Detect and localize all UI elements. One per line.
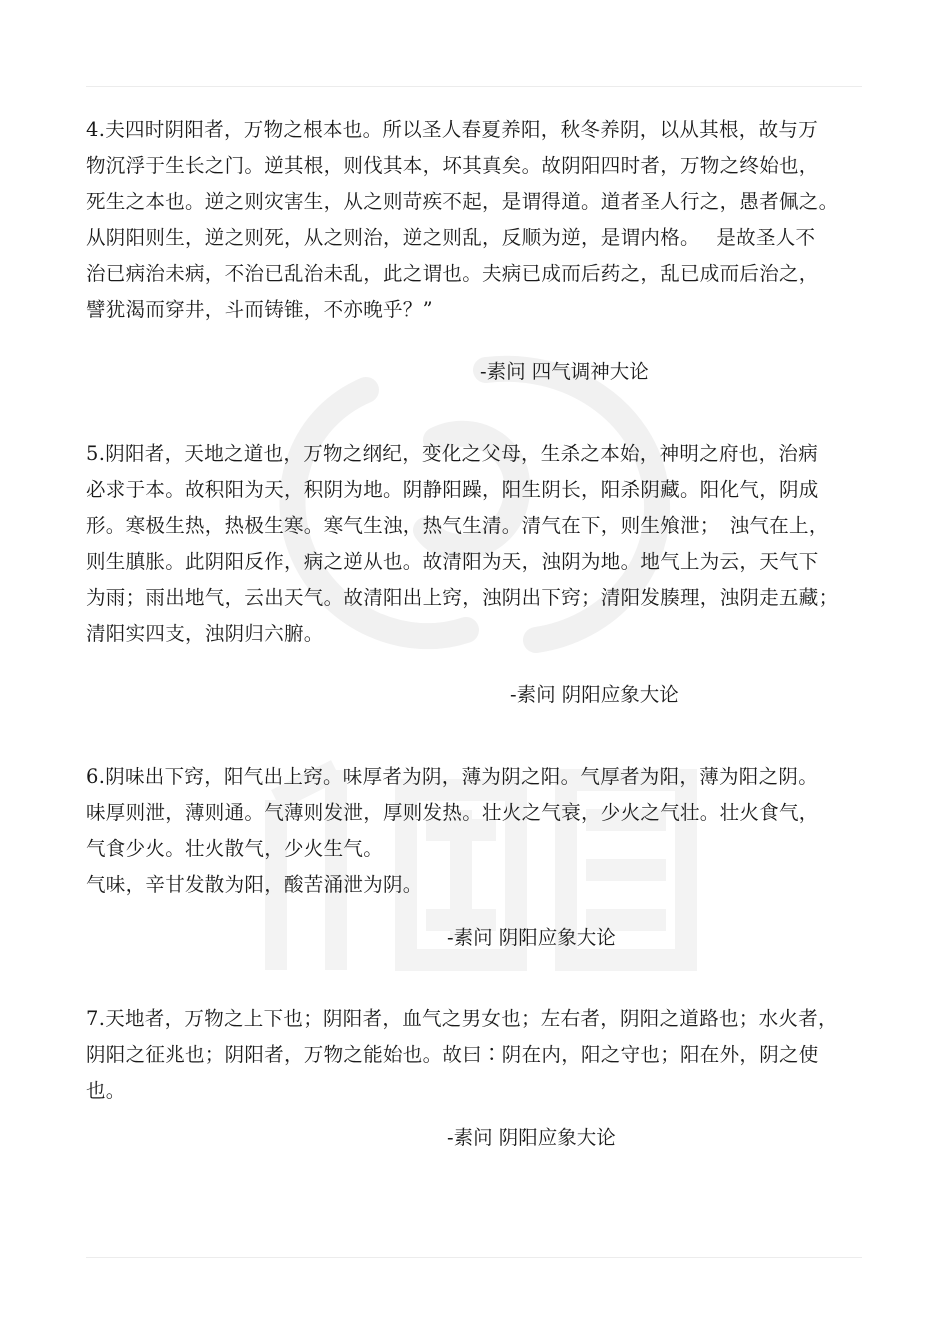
passage-4 xyxy=(86,112,876,328)
passage-line: 5.阴阳者，天地之道也，万物之纲纪，变化之父母，生杀之本始，神明之府也，治病 xyxy=(86,442,819,465)
passage-line: 譬犹渴而穿井，斗而铸锥，不亦晚乎？” xyxy=(86,298,433,321)
passage-line: 气味，辛甘发散为阳，酸苦涌泄为阴。 xyxy=(86,873,423,896)
passage-line: 7.天地者，万物之上下也；阴阳者，血气之男女也；左右者，阴阳之道路也；水火者， xyxy=(86,1007,838,1030)
passage-line: 也。 xyxy=(86,1079,126,1102)
passage-line: 从阴阳则生，逆之则死，从之则治，逆之则乱，反顺为逆，是谓内格。 是故圣人不 xyxy=(86,226,816,249)
passage-line: 物沉浮于生长之门。逆其根，则伐其本，坏其真矣。故阴阳四时者，万物之终始也， xyxy=(86,154,819,177)
passage-line: 阴阳之征兆也；阴阳者，万物之能始也。故曰∶阴在内，阳之守也；阳在外，阴之使 xyxy=(86,1043,819,1066)
passage-line: 气食少火。壮火散气，少火生气。 xyxy=(86,837,384,860)
passage-line: 清阳实四支，浊阴归六腑。 xyxy=(86,622,324,645)
bottom-divider xyxy=(86,1257,862,1258)
passage-line: 死生之本也。逆之则灾害生，从之则苛疾不起，是谓得道。道者圣人行之，愚者佩之。 xyxy=(86,190,839,213)
passage-line: 必求于本。故积阳为天，积阴为地。阴静阳躁，阳生阴长，阳杀阴藏。阳化气，阴成 xyxy=(86,478,819,501)
citation-5: -素问 阴阳应象大论 xyxy=(510,683,679,706)
citation-7: -素问 阴阳应象大论 xyxy=(447,1126,616,1149)
passage-7 xyxy=(86,1001,876,1109)
passage-line: 味厚则泄，薄则通。气薄则发泄，厚则发热。壮火之气衰，少火之气壮。壮火食气， xyxy=(86,801,819,824)
passage-line: 4.夫四时阴阳者，万物之根本也。所以圣人春夏养阳，秋冬养阴，以从其根，故与万 xyxy=(86,118,819,141)
passage-6 xyxy=(86,759,876,903)
passage-5 xyxy=(86,436,876,652)
passage-line: 形。寒极生热，热极生寒。寒气生浊，热气生清。清气在下，则生飧泄； 浊气在上， xyxy=(86,514,829,537)
citation-4: -素问 四气调神大论 xyxy=(480,360,649,383)
passage-line: 为雨；雨出地气，云出天气。故清阳出上窍，浊阴出下窍；清阳发腠理，浊阴走五藏； xyxy=(86,586,839,609)
top-divider xyxy=(86,86,862,87)
passage-line: 治已病治未病，不治已乱治未乱，此之谓也。夫病已成而后药之，乱已成而后治之， xyxy=(86,262,819,285)
passage-line: 6.阴味出下窍，阳气出上窍。味厚者为阴，薄为阴之阳。气厚者为阳，薄为阳之阴。 xyxy=(86,765,819,788)
passage-line: 则生䐜胀。此阴阳反作，病之逆从也。故清阳为天，浊阴为地。地气上为云，天气下 xyxy=(86,550,819,573)
citation-6: -素问 阴阳应象大论 xyxy=(447,926,616,949)
